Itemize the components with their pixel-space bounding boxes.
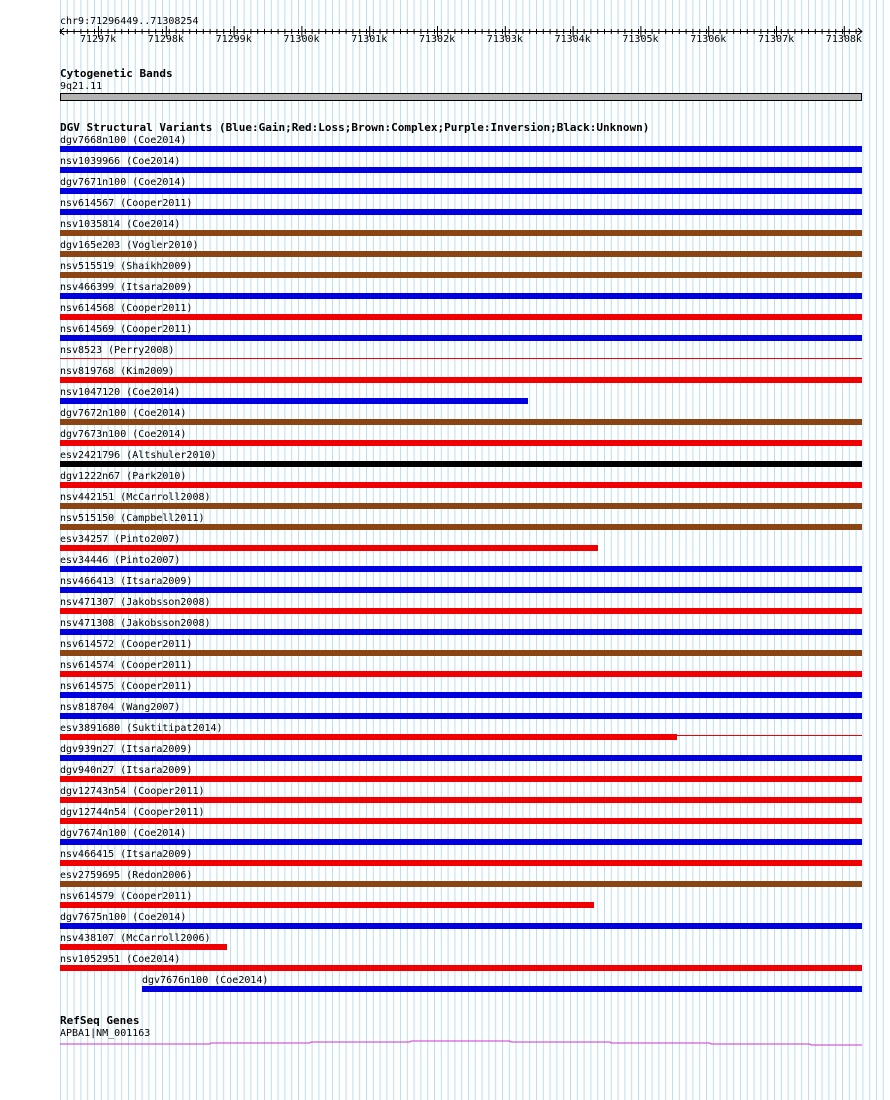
- refseq-gene-label[interactable]: APBA1|NM_001163: [60, 1028, 151, 1039]
- dgv-feature-bar[interactable]: [60, 251, 862, 257]
- dgv-feature-bar[interactable]: [60, 818, 862, 824]
- dgv-feature-bar[interactable]: [60, 524, 862, 530]
- ruler-tick-label: 71305k: [622, 34, 659, 45]
- dgv-feature-bar[interactable]: [60, 902, 594, 908]
- dgv-feature-bar[interactable]: [60, 272, 862, 278]
- dgv-feature-thin-extension[interactable]: [677, 735, 862, 736]
- dgv-feature-bar[interactable]: [60, 545, 598, 551]
- dgv-feature-bar[interactable]: [60, 358, 862, 359]
- ruler-tick-label: 71303k: [486, 34, 523, 45]
- ruler-tick-label: 71307k: [758, 34, 795, 45]
- dgv-feature-label[interactable]: nsv614574 (Cooper2011): [60, 660, 193, 671]
- ruler-tick-label: 71301k: [351, 34, 388, 45]
- dgv-feature-label[interactable]: nsv438107 (McCarroll2006): [60, 933, 211, 944]
- dgv-feature-bar[interactable]: [60, 377, 862, 383]
- dgv-feature-bar[interactable]: [60, 860, 862, 866]
- dgv-feature-bar[interactable]: [60, 503, 862, 509]
- dgv-feature-label[interactable]: nsv614575 (Cooper2011): [60, 681, 193, 692]
- dgv-feature-bar[interactable]: [60, 566, 862, 572]
- dgv-feature-bar[interactable]: [60, 650, 862, 656]
- dgv-feature-bar[interactable]: [60, 965, 862, 971]
- dgv-feature-bar[interactable]: [60, 188, 862, 194]
- dgv-feature-bar[interactable]: [60, 482, 862, 488]
- ruler-tick-label: 71299k: [215, 34, 252, 45]
- dgv-feature-bar[interactable]: [60, 629, 862, 635]
- dgv-feature-bar[interactable]: [60, 587, 862, 593]
- dgv-feature-bar[interactable]: [60, 923, 862, 929]
- dgv-feature-label[interactable]: nsv8523 (Perry2008): [60, 345, 175, 356]
- dgv-feature-bar[interactable]: [60, 692, 862, 698]
- dgv-feature-bar[interactable]: [60, 209, 862, 215]
- dgv-feature-label[interactable]: nsv1039966 (Coe2014): [60, 156, 181, 167]
- dgv-feature-bar[interactable]: [60, 734, 677, 740]
- dgv-feature-bar[interactable]: [60, 314, 862, 320]
- refseq-gene-line[interactable]: [0, 1038, 890, 1048]
- dgv-feature-label[interactable]: nsv471308 (Jakobsson2008): [60, 618, 211, 629]
- dgv-feature-label[interactable]: esv2421796 (Altshuler2010): [60, 450, 217, 461]
- dgv-feature-bar[interactable]: [60, 671, 862, 677]
- dgv-feature-label[interactable]: dgv939n27 (Itsara2009): [60, 744, 193, 755]
- dgv-feature-label[interactable]: dgv7675n100 (Coe2014): [60, 912, 187, 923]
- dgv-feature-bar[interactable]: [60, 398, 528, 404]
- dgv-feature-bar[interactable]: [60, 608, 862, 614]
- dgv-feature-label[interactable]: nsv614579 (Cooper2011): [60, 891, 193, 902]
- dgv-feature-bar[interactable]: [60, 419, 862, 425]
- dgv-feature-label[interactable]: nsv614569 (Cooper2011): [60, 324, 193, 335]
- dgv-feature-bar[interactable]: [60, 944, 227, 950]
- dgv-feature-label[interactable]: nsv515519 (Shaikh2009): [60, 261, 193, 272]
- dgv-feature-bar[interactable]: [60, 797, 862, 803]
- ruler-tick-label: 71306k: [690, 34, 727, 45]
- dgv-track-title: DGV Structural Variants (Blue:Gain;Red:Loss;Brown:Complex;Purple:Inversion;Black:Unknown): [60, 121, 650, 134]
- dgv-feature-label[interactable]: nsv819768 (Kim2009): [60, 366, 175, 377]
- cytoband-bar[interactable]: [60, 93, 862, 101]
- dgv-feature-label[interactable]: dgv940n27 (Itsara2009): [60, 765, 193, 776]
- dgv-feature-bar[interactable]: [60, 881, 862, 887]
- dgv-feature-bar[interactable]: [142, 986, 862, 992]
- dgv-feature-label[interactable]: nsv466399 (Itsara2009): [60, 282, 193, 293]
- dgv-feature-label[interactable]: nsv614572 (Cooper2011): [60, 639, 193, 650]
- dgv-feature-label[interactable]: dgv12743n54 (Cooper2011): [60, 786, 205, 797]
- dgv-feature-label[interactable]: dgv7674n100 (Coe2014): [60, 828, 187, 839]
- dgv-feature-bar[interactable]: [60, 335, 862, 341]
- ruler-tick-label: 71298k: [147, 34, 184, 45]
- dgv-feature-bar[interactable]: [60, 146, 862, 152]
- dgv-feature-label[interactable]: dgv165e203 (Vogler2010): [60, 240, 199, 251]
- cytoband-track-title: Cytogenetic Bands: [60, 67, 173, 80]
- dgv-feature-label[interactable]: dgv7671n100 (Coe2014): [60, 177, 187, 188]
- cytoband-label: 9q21.11: [60, 81, 103, 92]
- dgv-feature-label[interactable]: dgv7676n100 (Coe2014): [142, 975, 269, 986]
- region-label: chr9:71296449..71308254: [60, 16, 199, 27]
- dgv-feature-bar[interactable]: [60, 230, 862, 236]
- dgv-feature-label[interactable]: nsv442151 (McCarroll2008): [60, 492, 211, 503]
- dgv-feature-label[interactable]: dgv7673n100 (Coe2014): [60, 429, 187, 440]
- dgv-feature-label[interactable]: dgv1222n67 (Park2010): [60, 471, 187, 482]
- dgv-feature-label[interactable]: nsv1047120 (Coe2014): [60, 387, 181, 398]
- dgv-feature-label[interactable]: dgv12744n54 (Cooper2011): [60, 807, 205, 818]
- dgv-feature-bar[interactable]: [60, 167, 862, 173]
- dgv-feature-label[interactable]: nsv818704 (Wang2007): [60, 702, 181, 713]
- dgv-feature-label[interactable]: dgv7672n100 (Coe2014): [60, 408, 187, 419]
- dgv-feature-label[interactable]: nsv1052951 (Coe2014): [60, 954, 181, 965]
- dgv-feature-label[interactable]: nsv466415 (Itsara2009): [60, 849, 193, 860]
- ruler-tick-label: 71297k: [80, 34, 117, 45]
- dgv-feature-label[interactable]: esv3891680 (Suktitipat2014): [60, 723, 223, 734]
- dgv-feature-label[interactable]: esv2759695 (Redon2006): [60, 870, 193, 881]
- refseq-track-title: RefSeq Genes: [60, 1014, 140, 1027]
- dgv-feature-bar[interactable]: [60, 461, 862, 467]
- dgv-feature-bar[interactable]: [60, 776, 862, 782]
- dgv-feature-bar[interactable]: [60, 755, 862, 761]
- dgv-feature-label[interactable]: nsv1035814 (Coe2014): [60, 219, 181, 230]
- dgv-feature-label[interactable]: nsv614568 (Cooper2011): [60, 303, 193, 314]
- dgv-feature-bar[interactable]: [60, 440, 862, 446]
- dgv-feature-label[interactable]: esv34446 (Pinto2007): [60, 555, 181, 566]
- ruler-tick-label: 71300k: [283, 34, 320, 45]
- dgv-feature-label[interactable]: dgv7668n100 (Coe2014): [60, 135, 187, 146]
- dgv-feature-bar[interactable]: [60, 293, 862, 299]
- dgv-feature-label[interactable]: esv34257 (Pinto2007): [60, 534, 181, 545]
- ruler-tick-label: 71302k: [419, 34, 456, 45]
- dgv-feature-label[interactable]: nsv614567 (Cooper2011): [60, 198, 193, 209]
- ruler-tick-label: 71308k: [825, 34, 862, 45]
- ruler-tick-label: 71304k: [554, 34, 591, 45]
- dgv-feature-label[interactable]: nsv471307 (Jakobsson2008): [60, 597, 211, 608]
- dgv-feature-label[interactable]: nsv466413 (Itsara2009): [60, 576, 193, 587]
- dgv-feature-label[interactable]: nsv515150 (Campbell2011): [60, 513, 205, 524]
- dgv-feature-bar[interactable]: [60, 839, 862, 845]
- dgv-feature-bar[interactable]: [60, 713, 862, 719]
